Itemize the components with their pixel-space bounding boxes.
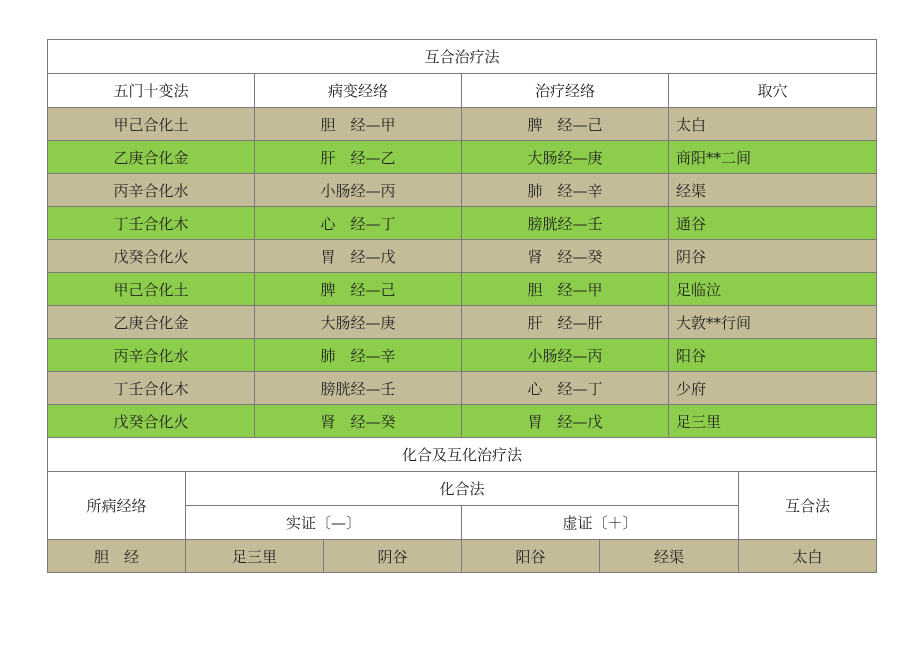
cell-zhiliao: 小肠经—丙 xyxy=(462,339,669,372)
cell-wumen: 戊癸合化火 xyxy=(48,240,255,273)
table-row xyxy=(48,141,877,174)
subheader-xuzheng: 虚证〔＋〕 xyxy=(462,506,739,540)
cell-quxue: 阳谷 xyxy=(669,339,877,372)
cell-wumen: 甲己合化土 xyxy=(48,273,255,306)
header-bingbian: 病变经络 xyxy=(255,74,462,108)
cell-zhiliao: 肾 经—癸 xyxy=(462,240,669,273)
subheader-shizheng: 实证〔—〕 xyxy=(186,506,462,540)
cell-quxue: 少府 xyxy=(669,372,877,405)
cell-wumen: 乙庚合化金 xyxy=(48,141,255,174)
cell-diseased-channel: 胆 经 xyxy=(48,540,186,573)
table2-data-row xyxy=(48,540,877,573)
cell-bingbian: 膀胱经—壬 xyxy=(255,372,462,405)
table-row xyxy=(48,207,877,240)
cell-bingbian: 肾 经—癸 xyxy=(255,405,462,438)
table-row xyxy=(48,306,877,339)
cell-wumen: 丁壬合化木 xyxy=(48,207,255,240)
cell-bingbian: 肺 经—辛 xyxy=(255,339,462,372)
cell-quxue: 太白 xyxy=(669,108,877,141)
cell-zhiliao: 胆 经—甲 xyxy=(462,273,669,306)
table-row xyxy=(48,405,877,438)
cell-wumen: 乙庚合化金 xyxy=(48,306,255,339)
header-wumen: 五门十变法 xyxy=(48,74,255,108)
cell-quxue: 足临泣 xyxy=(669,273,877,306)
table-row xyxy=(48,108,877,141)
cell-shi-2: 阴谷 xyxy=(324,540,462,573)
cell-bingbian: 胃 经—戊 xyxy=(255,240,462,273)
header-zhiliao: 治疗经络 xyxy=(462,74,669,108)
cell-wumen: 丁壬合化木 xyxy=(48,372,255,405)
table-row xyxy=(48,174,877,207)
header-huahe: 化合法 xyxy=(186,472,739,506)
cell-zhiliao: 脾 经—己 xyxy=(462,108,669,141)
cell-quxue: 通谷 xyxy=(669,207,877,240)
cell-zhiliao: 肝 经—肝 xyxy=(462,306,669,339)
header-quxue: 取穴 xyxy=(669,74,877,108)
cell-xu-1: 阳谷 xyxy=(462,540,600,573)
table-row xyxy=(48,372,877,405)
cell-zhiliao: 胃 经—戊 xyxy=(462,405,669,438)
table-row xyxy=(48,240,877,273)
header-diseased-channel: 所病经络 xyxy=(48,472,186,540)
cell-quxue: 阴谷 xyxy=(669,240,877,273)
table2-title: 化合及互化治疗法 xyxy=(48,438,877,472)
table2-title-row xyxy=(48,438,877,472)
cell-zhiliao: 心 经—丁 xyxy=(462,372,669,405)
cell-quxue: 大敦**行间 xyxy=(669,306,877,339)
treatment-table xyxy=(47,39,877,573)
cell-zhiliao: 大肠经—庚 xyxy=(462,141,669,174)
cell-bingbian: 心 经—丁 xyxy=(255,207,462,240)
cell-xu-2: 经渠 xyxy=(600,540,739,573)
cell-wumen: 丙辛合化水 xyxy=(48,174,255,207)
cell-wumen: 戊癸合化火 xyxy=(48,405,255,438)
cell-quxue: 商阳**二间 xyxy=(669,141,877,174)
table1-title: 互合治疗法 xyxy=(48,40,877,74)
cell-bingbian: 肝 经—乙 xyxy=(255,141,462,174)
cell-quxue: 经渠 xyxy=(669,174,877,207)
cell-bingbian: 大肠经—庚 xyxy=(255,306,462,339)
cell-quxue: 足三里 xyxy=(669,405,877,438)
table-row xyxy=(48,339,877,372)
header-huhe: 互合法 xyxy=(739,472,877,540)
cell-bingbian: 小肠经—丙 xyxy=(255,174,462,207)
table-row xyxy=(48,273,877,306)
cell-bingbian: 胆 经—甲 xyxy=(255,108,462,141)
cell-wumen: 甲己合化土 xyxy=(48,108,255,141)
table2-header-row xyxy=(48,472,877,506)
table1-title-row xyxy=(48,40,877,74)
cell-wumen: 丙辛合化水 xyxy=(48,339,255,372)
cell-zhiliao: 肺 经—辛 xyxy=(462,174,669,207)
table1-header-row xyxy=(48,74,877,108)
cell-zhiliao: 膀胱经—壬 xyxy=(462,207,669,240)
cell-bingbian: 脾 经—己 xyxy=(255,273,462,306)
cell-shi-1: 足三里 xyxy=(186,540,324,573)
cell-huhe: 太白 xyxy=(739,540,877,573)
